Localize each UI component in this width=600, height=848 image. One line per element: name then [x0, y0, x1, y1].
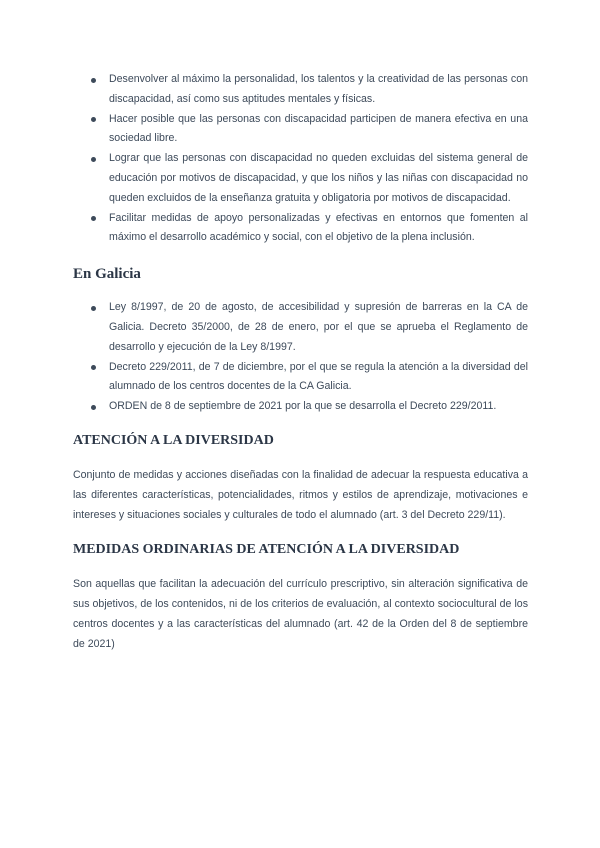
list-item [73, 70, 528, 110]
bullet-icon [91, 117, 96, 122]
intro-bullet-list [73, 70, 528, 248]
list-item [73, 298, 528, 357]
list-item-text: ORDEN de 8 de septiembre de 2021 por la que se desarrolla el Decreto 229/2011. [109, 400, 497, 413]
list-item [73, 110, 528, 150]
list-item [73, 358, 528, 398]
list-item-text: Decreto 229/2011, de 7 de diciembre, por el que se regula la atención a la diversidad del alumnado de los centros docentes de la CA Galicia. [109, 360, 528, 393]
bullet-icon [91, 157, 96, 162]
bullet-icon [91, 78, 96, 83]
bullet-icon [91, 306, 96, 311]
bullet-icon [91, 365, 96, 370]
galicia-bullet-list [73, 298, 528, 417]
bullet-icon [91, 405, 96, 410]
list-item-text: Lograr que las personas con discapacidad no queden excluidas del sistema general de educación por motivos de discapacidad, y que los niños y las niñas con discapacidad no queden excluidos de la enseñanza gratuita y obligatoria por motivos de discapacidad. [109, 152, 528, 204]
list-item [73, 397, 528, 417]
bullet-icon [91, 216, 96, 221]
page-content [73, 70, 528, 654]
list-item-text: Hacer posible que las personas con discapacidad participen de manera efectiva en una sociedad libre. [109, 112, 528, 145]
atencion-paragraph: Conjunto de medidas y acciones diseñadas con la finalidad de adecuar la respuesta educativa a las diferentes características, potencialidades, ritmos y estilos de aprendizaje, motivaciones e intereses y situaciones sociales y culturales de todo el alumnado (art. 3 del Decreto 229/11). [73, 468, 528, 522]
list-item [73, 149, 528, 208]
medidas-paragraph: Son aquellas que facilitan la adecuación del currículo prescriptivo, sin alteración significativa de sus objetivos, de los contenidos, ni de los criterios de evaluación, al contexto sociocultural de los centros docentes y a las características del alumnado (art. 42 de la Orden del 8 de septiembre de 2021) [73, 577, 528, 651]
list-item-text: Ley 8/1997, de 20 de agosto, de accesibilidad y supresión de barreras en la CA de Galicia. Decreto 35/2000, de 28 de enero, por el que se aprueba el Reglamento de desarrollo y ejecución de la Ley 8/1997. [109, 301, 528, 353]
list-item-text: Desenvolver al máximo la personalidad, los talentos y la creatividad de las personas con discapacidad, así como sus aptitudes mentales y físicas. [109, 73, 528, 105]
galicia-heading: En Galicia [73, 266, 141, 283]
list-item [73, 209, 528, 249]
medidas-heading: MEDIDAS ORDINARIAS DE ATENCIÓN A LA DIVERSIDAD [73, 541, 460, 557]
atencion-heading: ATENCIÓN A LA DIVERSIDAD [73, 432, 274, 448]
list-item-text: Facilitar medidas de apoyo personalizadas y efectivas en entornos que fomenten al máximo el desarrollo académico y social, con el objetivo de la plena inclusión. [109, 211, 528, 244]
